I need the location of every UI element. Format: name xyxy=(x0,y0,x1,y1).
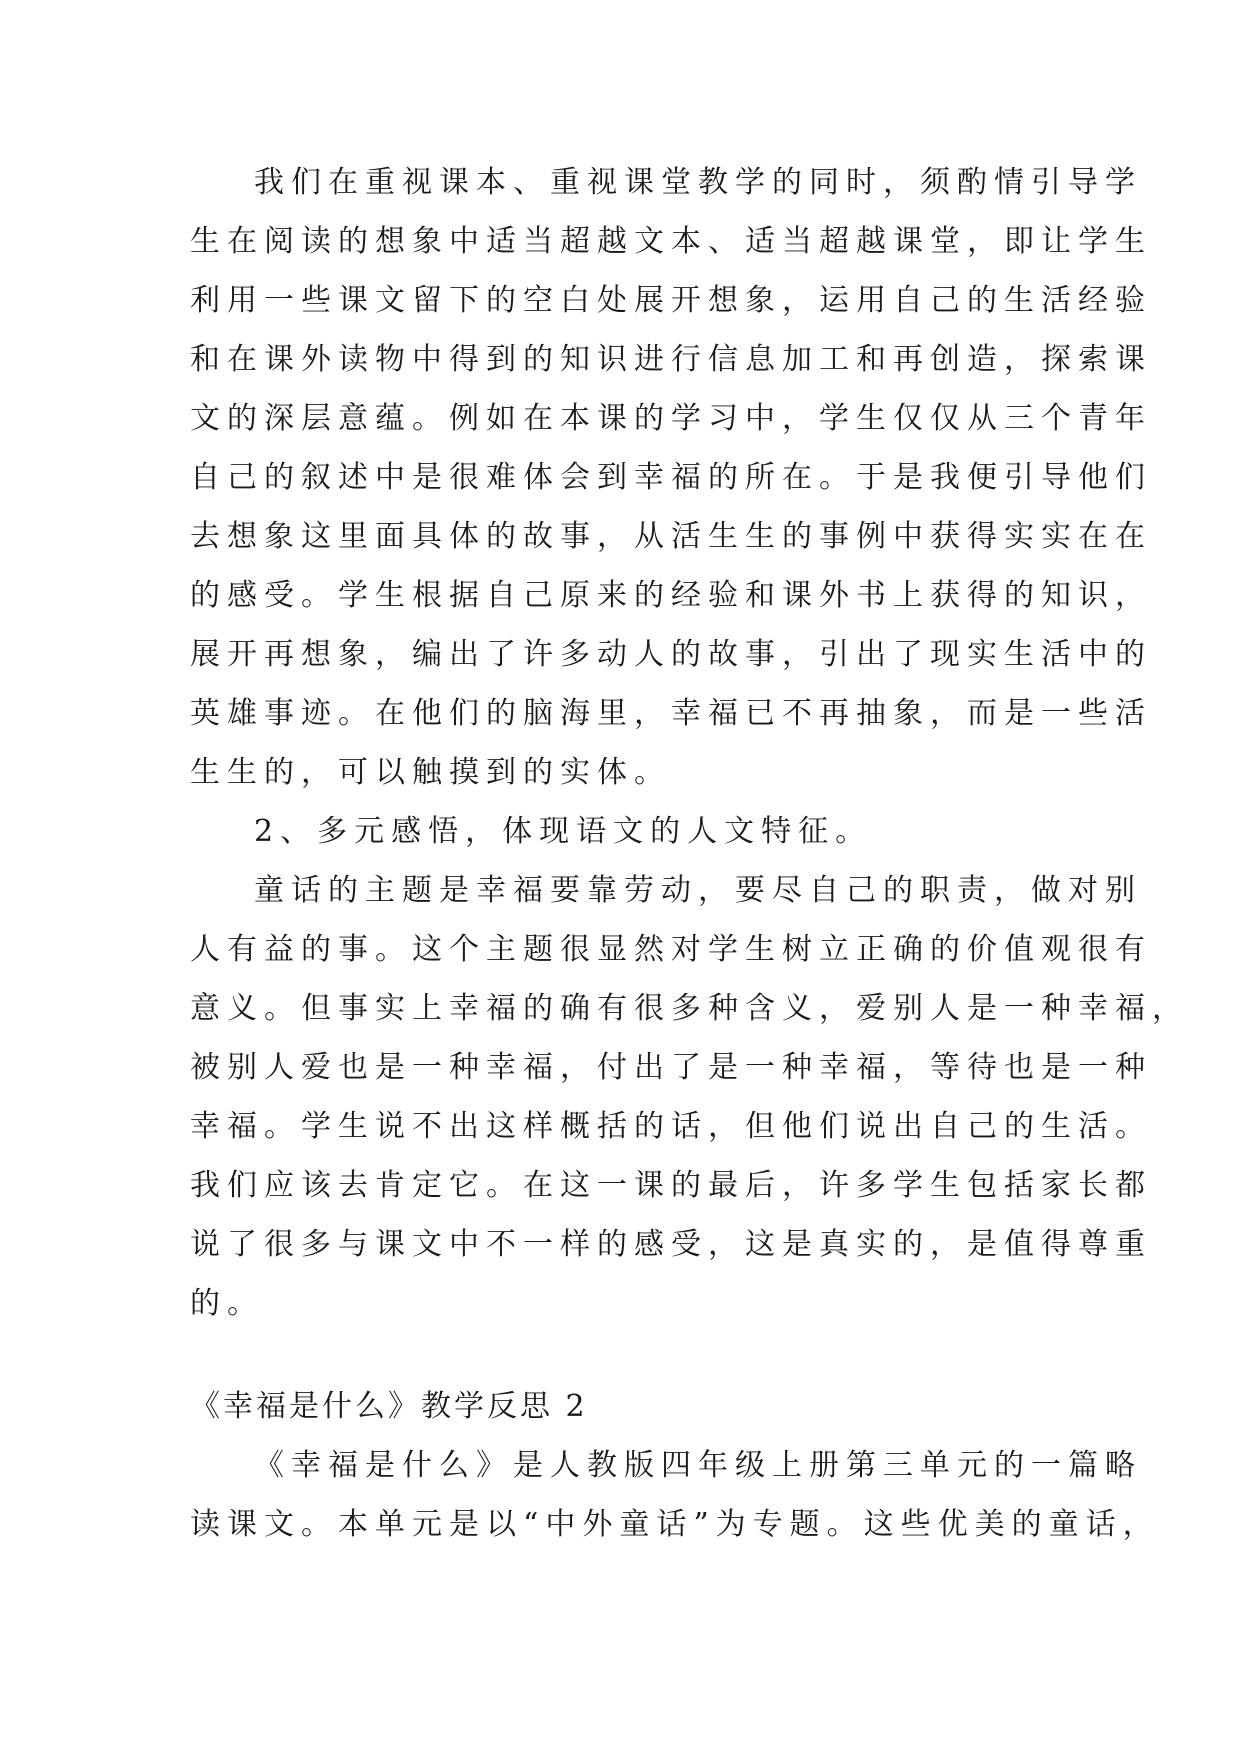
paragraph-line: 利用一些课文留下的空白处展开想象，运用自己的生活经验 xyxy=(190,283,1152,318)
paragraph-line: 生在阅读的想象中适当超越文本、适当超越课堂，即让学生 xyxy=(190,224,1152,259)
paragraph-line: 意义。但事实上幸福的确有很多种含义，爱别人是一种幸福， xyxy=(190,991,1189,1026)
paragraph-line: 说了很多与课文中不一样的感受，这是真实的，是值得尊重 xyxy=(190,1227,1152,1262)
paragraph-line: 自己的叙述中是很难体会到幸福的所在。于是我便引导他们 xyxy=(190,460,1152,495)
paragraph-line: 和在课外读物中得到的知识进行信息加工和再创造，探索课 xyxy=(190,342,1152,377)
paragraph-line: 的感受。学生根据自己原来的经验和课外书上获得的知识， xyxy=(190,578,1152,613)
section-title: 《幸福是什么》教学反思 2 xyxy=(190,1389,588,1424)
paragraph-line: 英雄事迹。在他们的脑海里，幸福已不再抽象，而是一些活 xyxy=(190,696,1152,731)
paragraph-line: 被别人爱也是一种幸福，付出了是一种幸福，等待也是一种 xyxy=(190,1050,1152,1085)
section-point: 2、多元感悟，体现语文的人文特征。 xyxy=(254,814,873,849)
paragraph-line: 我们在重视课本、重视课堂教学的同时，须酌情引导学 xyxy=(254,165,1142,200)
paragraph-line: 人有益的事。这个主题很显然对学生树立正确的价值观很有 xyxy=(190,932,1152,967)
paragraph-line: 读课文。本单元是以“中外童话”为专题。这些优美的童话， xyxy=(190,1507,1160,1542)
paragraph-line: 展开再想象，编出了许多动人的故事，引出了现实生活中的 xyxy=(190,637,1152,672)
paragraph-line: 的。 xyxy=(190,1286,264,1321)
paragraph-line: 幸福。学生说不出这样概括的话，但他们说出自己的生活。 xyxy=(190,1109,1152,1144)
paragraph-line: 生生的，可以触摸到的实体。 xyxy=(190,755,671,790)
paragraph-line: 童话的主题是幸福要靠劳动，要尽自己的职责，做对别 xyxy=(254,873,1142,908)
paragraph-line: 我们应该去肯定它。在这一课的最后，许多学生包括家长都 xyxy=(190,1168,1152,1203)
paragraph-line: 文的深层意蕴。例如在本课的学习中，学生仅仅从三个青年 xyxy=(190,401,1152,436)
paragraph-line: 去想象这里面具体的故事，从活生生的事例中获得实实在在 xyxy=(190,519,1152,554)
paragraph-line: 《幸福是什么》是人教版四年级上册第三单元的一篇略 xyxy=(254,1448,1142,1483)
